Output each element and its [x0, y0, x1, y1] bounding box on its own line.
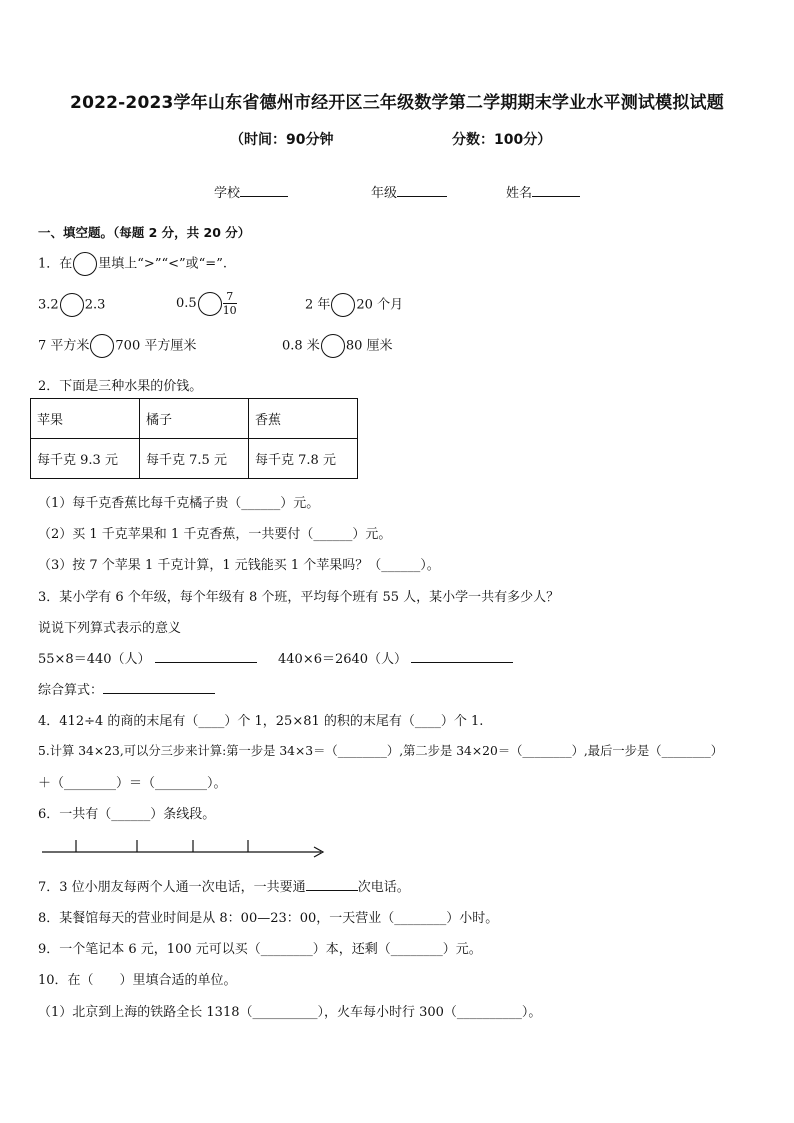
compare-d-circle[interactable]	[90, 334, 114, 358]
school-field[interactable]	[214, 182, 288, 201]
combined-formula	[38, 679, 215, 698]
equation-1	[38, 648, 257, 667]
compare-b-circle[interactable]	[198, 292, 222, 316]
question-1-text-b: 里填上“>”“<”或“=”.	[98, 256, 227, 272]
name-label: 姓名	[506, 186, 533, 201]
question-7-blank[interactable]	[306, 878, 358, 891]
question-5-line-2[interactable]: ＋（________）＝（________）。	[38, 776, 227, 791]
section-heading: 一、填空题。（每题 2 分，共 20 分）	[38, 225, 251, 240]
school-label: 学校	[214, 186, 241, 201]
name-field[interactable]	[506, 182, 580, 201]
question-1-intro	[38, 252, 227, 276]
question-7-text-a: 7．3 位小朋友每两个人通一次电话，一共要通	[38, 880, 306, 895]
compare-item-a	[38, 293, 105, 317]
equation-2-blank[interactable]	[411, 650, 513, 663]
compare-item-d	[38, 334, 196, 358]
table-cell: 每千克 7.8 元	[249, 439, 358, 479]
fraction-denominator: 10	[222, 304, 237, 317]
table-header-cell: 香蕉	[249, 399, 358, 439]
question-2-intro: 2．下面是三种水果的价钱。	[38, 379, 203, 394]
school-blank[interactable]	[240, 184, 288, 197]
compare-c-left: 2 年	[305, 297, 331, 313]
question-4-text[interactable]: 4．412÷4 的商的末尾有（____）个 1，25×81 的积的末尾有（____）个 1.	[38, 714, 484, 729]
answer-circle[interactable]	[73, 252, 97, 276]
question-7-text-b: 次电话。	[357, 880, 410, 895]
compare-a-left: 3.2	[38, 297, 59, 313]
question-2-sub-3[interactable]: （3）按 7 个苹果 1 千克计算，1 元钱能买 1 个苹果吗？（______）。	[38, 558, 440, 573]
table-header-cell: 苹果	[31, 399, 140, 439]
grade-label: 年级	[371, 186, 398, 201]
compare-c-circle[interactable]	[331, 293, 355, 317]
compare-item-c	[305, 293, 403, 317]
question-1-text-a: 1．在	[38, 256, 73, 272]
equation-1-text: 55×8＝440（人）	[38, 652, 151, 667]
equation-2	[278, 648, 513, 667]
compare-d-left: 7 平方米	[38, 338, 90, 354]
question-10-text: 10．在（ ）里填合适的单位。	[38, 973, 237, 988]
compare-d-right: 700 平方厘米	[115, 338, 197, 354]
table-cell: 每千克 9.3 元	[31, 439, 140, 479]
question-6-text[interactable]: 6．一共有（______）条线段。	[38, 807, 216, 822]
equation-2-text: 440×6＝2640（人）	[278, 652, 408, 667]
combined-formula-label: 综合算式：	[38, 683, 104, 698]
compare-item-e	[282, 334, 393, 358]
compare-e-left: 0.8 米	[282, 338, 320, 354]
page-title: 2022-2023学年山东省德州市经开区三年级数学第二学期期末学业水平测试模拟试题	[70, 93, 724, 113]
question-2-sub-1[interactable]: （1）每千克香蕉比每千克橘子贵（______）元。	[38, 496, 320, 511]
question-10-sub-1[interactable]: （1）北京到上海的铁路全长 1318（__________），火车每小时行 300（__________）。	[38, 1005, 542, 1020]
exam-score: 分数：100分）	[452, 132, 552, 148]
compare-item-b	[176, 290, 237, 317]
compare-e-circle[interactable]	[321, 334, 345, 358]
table-header-cell: 橘子	[140, 399, 249, 439]
question-5-line-1[interactable]: 5.计算 34×23,可以分三步来计算:第一步是 34×3＝（________）,第二步是 34×20＝（________）,最后一步是（________）	[38, 744, 724, 758]
compare-a-circle[interactable]	[60, 293, 84, 317]
fraction	[223, 290, 237, 317]
question-3-explain: 说说下列算式表示的意义	[38, 621, 182, 636]
compare-b-left: 0.5	[176, 296, 197, 311]
table-header-row	[31, 399, 358, 439]
table-cell: 每千克 7.5 元	[140, 439, 249, 479]
compare-c-right: 20 个月	[356, 297, 404, 313]
price-table	[30, 398, 358, 479]
line-segment-figure	[38, 834, 330, 860]
compare-a-right: 2.3	[84, 297, 106, 313]
question-7	[38, 876, 410, 895]
question-3-text: 3．某小学有 6 个年级，每个年级有 8 个班，平均每个班有 55 人，某小学一共有多少人？	[38, 590, 560, 605]
question-9-text[interactable]: 9．一个笔记本 6 元，100 元可以买（________）本，还剩（________）元。	[38, 942, 482, 957]
fraction-numerator: 7	[223, 290, 237, 304]
name-blank[interactable]	[532, 184, 580, 197]
equation-1-blank[interactable]	[155, 650, 257, 663]
combined-formula-blank[interactable]	[103, 681, 215, 694]
question-2-sub-2[interactable]: （2）买 1 千克苹果和 1 千克香蕉，一共要付（______）元。	[38, 527, 392, 542]
question-8-text[interactable]: 8．某餐馆每天的营业时间是从 8：00—23：00，一天营业（________）小时。	[38, 911, 499, 926]
exam-time: （时间：90分钟	[230, 132, 334, 148]
grade-blank[interactable]	[397, 184, 447, 197]
grade-field[interactable]	[371, 182, 447, 201]
table-row	[31, 439, 358, 479]
compare-e-right: 80 厘米	[345, 338, 393, 354]
